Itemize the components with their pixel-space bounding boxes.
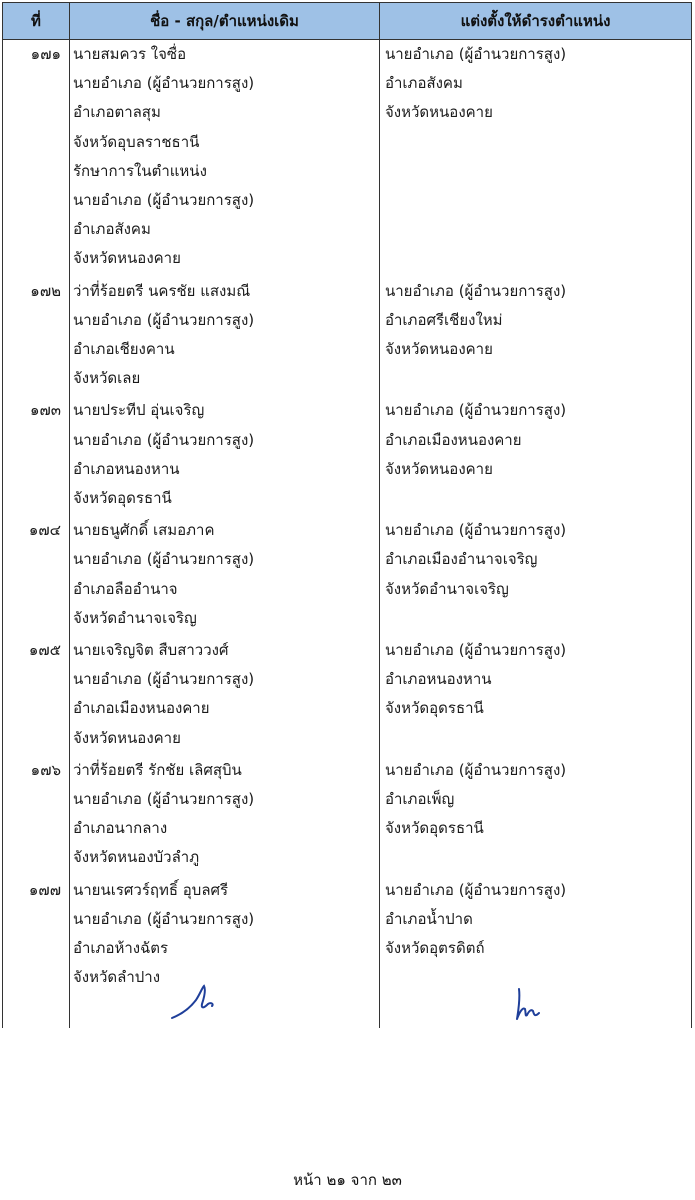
appointed-position-line: จังหวัดหนองคาย	[385, 103, 493, 122]
appointed-position-line: อำเภอเมืองอำนาจเจริญ	[385, 550, 538, 569]
appointed-position-line: นายอำเภอ (ผู้อำนวยการสูง)	[385, 401, 567, 420]
old-position-cell	[73, 636, 254, 753]
old-position-line: นายอำเภอ (ผู้อำนวยการสูง)	[73, 550, 255, 569]
old-position-cell	[73, 277, 254, 394]
appointed-position-line: อำเภอน้ำปาด	[385, 909, 473, 928]
appointed-position-line: นายอำเภอ (ผู้อำนวยการสูง)	[385, 760, 567, 779]
appointed-position-line: นายอำเภอ (ผู้อำนวยการสูง)	[385, 281, 567, 300]
old-position-cell	[73, 516, 254, 633]
old-position-line: จังหวัดหนองคาย	[73, 728, 181, 747]
old-position-line: จังหวัดอุดรธานี	[73, 488, 172, 507]
old-position-line: นายอำเภอ (ผู้อำนวยการสูง)	[73, 909, 255, 928]
table-row	[3, 876, 691, 993]
old-position-line: นายอำเภอ (ผู้อำนวยการสูง)	[73, 789, 255, 808]
old-position-line: นายนเรศวร์ฤทธิ์ อุบลศรี	[73, 880, 229, 899]
old-position-cell	[73, 40, 254, 274]
old-position-line: จังหวัดอุบลราชธานี	[73, 132, 200, 151]
table-row	[3, 40, 691, 274]
appointed-position-cell	[385, 756, 566, 844]
old-position-line: อำเภอเมืองหนองคาย	[73, 699, 210, 718]
table-row	[3, 756, 691, 873]
old-position-line: นายอำเภอ (ผู้อำนวยการสูง)	[73, 310, 255, 329]
appointed-position-line: จังหวัดหนองคาย	[385, 339, 493, 358]
appointed-position-cell	[385, 876, 566, 964]
old-position-line: อำเภอห้างฉัตร	[73, 938, 169, 957]
appointed-position-line: จังหวัดอุตรดิตถ์	[385, 938, 485, 957]
old-position-line: จังหวัดอำนาจเจริญ	[73, 608, 197, 627]
old-position-line: อำเภอตาลสุม	[73, 103, 161, 122]
header-appointed-position: แต่งตั้งให้ดำรงตำแหน่ง	[460, 12, 611, 30]
row-number: ๑๗๑	[30, 45, 61, 63]
old-position-cell	[73, 756, 254, 873]
old-position-line: อำเภอหนองหาน	[73, 459, 180, 478]
old-position-line: อำเภอสังคม	[73, 220, 151, 239]
old-position-line: นายอำเภอ (ผู้อำนวยการสูง)	[73, 190, 255, 209]
old-position-cell	[73, 876, 254, 993]
appointed-position-line: นายอำเภอ (ผู้อำนวยการสูง)	[385, 45, 567, 63]
old-position-line: ว่าที่ร้อยตรี นครชัย แสงมณี	[73, 281, 251, 300]
old-position-line: จังหวัดหนองบัวลำภู	[73, 848, 200, 867]
appointed-position-line: อำเภอเพ็ญ	[385, 789, 455, 808]
appointed-position-line: นายอำเภอ (ผู้อำนวยการสูง)	[385, 641, 567, 659]
old-position-line: จังหวัดลำปาง	[73, 968, 161, 987]
old-position-line: ว่าที่ร้อยตรี รักชัย เลิศสุบิน	[73, 760, 242, 779]
appointed-position-line: นายอำเภอ (ผู้อำนวยการสูง)	[385, 521, 567, 540]
row-number: ๑๗๗	[28, 880, 61, 899]
appointed-position-line: อำเภอหนองหาน	[385, 670, 492, 689]
appointed-position-cell	[385, 396, 566, 484]
table-header	[3, 2, 691, 40]
appointed-position-cell	[385, 636, 566, 724]
old-position-line: นายอำเภอ (ผู้อำนวยการสูง)	[73, 670, 255, 689]
old-position-line: อำเภอนากลาง	[73, 819, 168, 838]
old-position-line: จังหวัดหนองคาย	[73, 249, 181, 268]
row-number: ๑๗๒	[30, 281, 61, 300]
table-row	[3, 396, 691, 513]
old-position-line: จังหวัดเลย	[73, 369, 141, 388]
old-position-line: นายธนูศักดิ์ เสมอภาค	[73, 521, 215, 540]
appointment-table	[2, 2, 692, 1028]
appointed-position-line: อำเภอสังคม	[385, 74, 463, 93]
page-footer: หน้า ๒๑ จาก ๒๓	[293, 1171, 402, 1189]
old-position-line: อำเภอเชียงคาน	[73, 339, 175, 358]
row-number: ๑๗๕	[28, 641, 61, 659]
appointed-position-line: จังหวัดหนองคาย	[385, 459, 493, 478]
table-row	[3, 516, 691, 633]
old-position-line: นายอำเภอ (ผู้อำนวยการสูง)	[73, 74, 255, 93]
appointed-position-line: นายอำเภอ (ผู้อำนวยการสูง)	[385, 880, 567, 899]
table-row	[3, 277, 691, 394]
old-position-line: อำเภอลืออำนาจ	[73, 579, 178, 598]
table-row	[3, 636, 691, 753]
old-position-line: นายเจริญจิต สืบสาววงศ์	[73, 641, 229, 659]
appointed-position-line: จังหวัดอุดรธานี	[385, 699, 484, 718]
appointed-position-cell	[385, 516, 566, 604]
old-position-line: รักษาการในตำแหน่ง	[73, 161, 207, 180]
appointed-position-line: อำเภอเมืองหนองคาย	[385, 430, 522, 449]
appointed-position-line: จังหวัดอำนาจเจริญ	[385, 579, 509, 598]
appointed-position-cell	[385, 40, 566, 128]
old-position-line: นายสมควร ใจซื่อ	[73, 45, 187, 63]
signature-right	[511, 987, 543, 1023]
signature-left	[168, 982, 228, 1024]
old-position-line: นายประทีป อุ่นเจริญ	[73, 401, 205, 420]
header-name-old-position: ชื่อ - สกุล/ตำแหน่งเดิม	[150, 12, 299, 30]
old-position-line: นายอำเภอ (ผู้อำนวยการสูง)	[73, 430, 255, 449]
appointed-position-line: จังหวัดอุดรธานี	[385, 819, 484, 838]
header-no: ที่	[31, 12, 41, 30]
appointed-position-line: อำเภอศรีเชียงใหม่	[385, 310, 503, 329]
old-position-cell	[73, 396, 254, 513]
row-number: ๑๗๔	[28, 521, 61, 540]
appointed-position-cell	[385, 277, 566, 365]
row-number: ๑๗๓	[29, 401, 61, 420]
row-number: ๑๗๖	[30, 760, 61, 779]
